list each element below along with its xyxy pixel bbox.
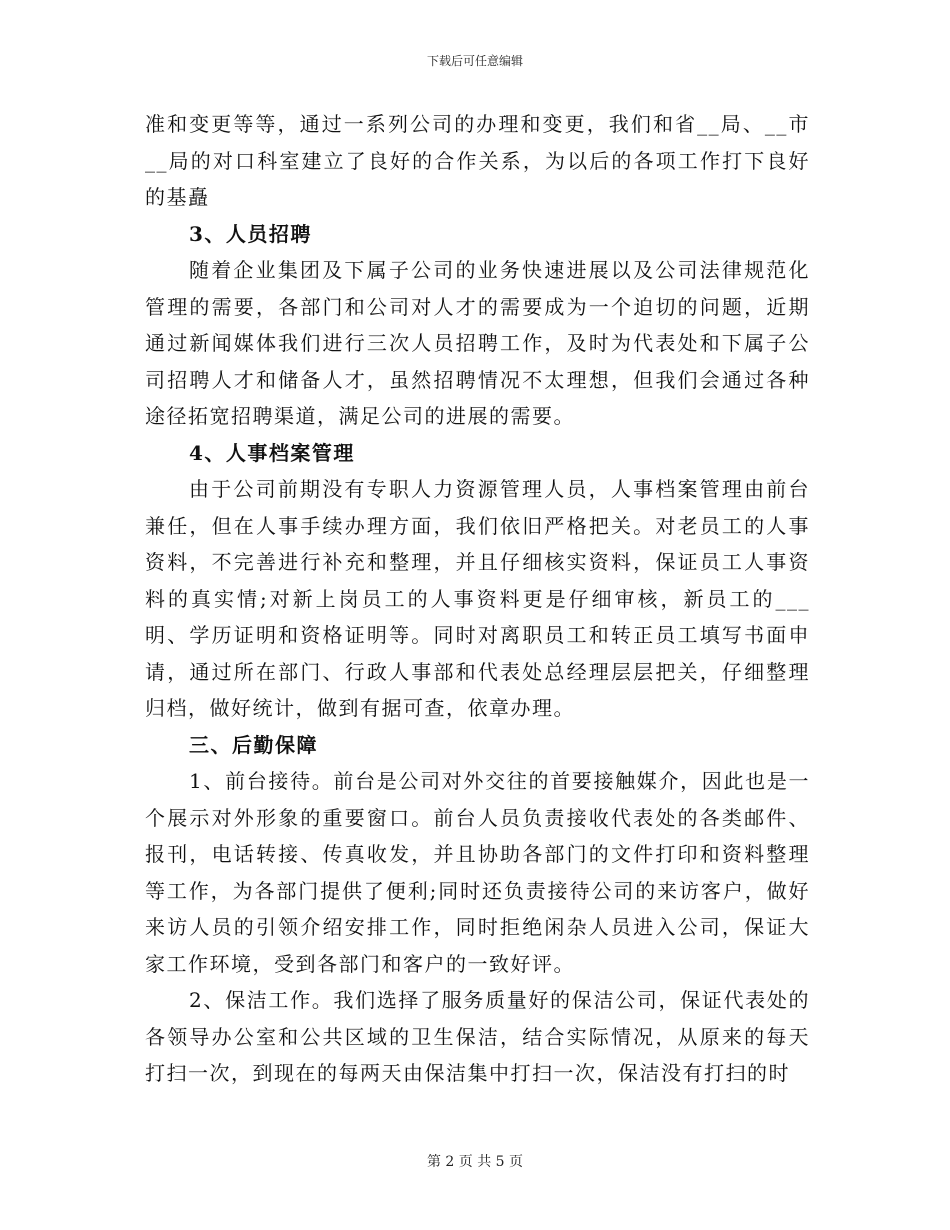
section-heading-archives: 4、人事档案管理 <box>189 440 355 465</box>
paragraph-continuation: 准和变更等等，通过一系列公司的办理和变更，我们和省__局、__市__局的对口科室建立了良好的合作关系，为以后的各项工作打下良好的基矗 <box>145 112 810 209</box>
section-heading-logistics: 三、后勤保障 <box>189 732 318 757</box>
document-body <box>145 106 810 1092</box>
paragraph-cleaning: 2、保洁工作。我们选择了服务质量好的保洁公司，保证代表处的各领导办公室和公共区域的卫生保洁，结合实际情况，从原来的每天打扫一次，到现在的每两天由保洁集中打扫一次，保洁没有打扫的时 <box>145 988 810 1085</box>
page-header: 下载后可任意编辑 <box>426 54 523 68</box>
paragraph-reception: 1、前台接待。前台是公司对外交往的首要接触媒介，因此也是一个展示对外形象的重要窗口。前台人员负责接收代表处的各类邮件、报刊，电话转接、传真收发，并且协助各部门的文件打印和资料整理等工作，为各部门提供了便利;同时还负责接待公司的来访客户，做好来访人员的引领介绍安排工作，同时拒绝闲杂人员进入公司，保证大家工作环境，受到各部门和客户的一致好评。 <box>145 769 810 976</box>
section-heading-recruitment: 3、人员招聘 <box>189 221 312 246</box>
page-number: 第 2 页 共 5 页 <box>426 1154 524 1170</box>
paragraph-recruitment: 随着企业集团及下属子公司的业务快速进展以及公司法律规范化管理的需要，各部门和公司对人才的需要成为一个迫切的问题，近期通过新闻媒体我们进行三次人员招聘工作，及时为代表处和下属子公司招聘人才和储备人才，虽然招聘情况不太理想，但我们会通过各种途径拓宽招聘渠道，满足公司的进展的需要。 <box>145 258 810 428</box>
paragraph-archives: 由于公司前期没有专职人力资源管理人员，人事档案管理由前台兼任，但在人事手续办理方面，我们依旧严格把关。对老员工的人事资料，不完善进行补充和整理，并且仔细核实资料，保证员工人事资料的真实情;对新上岗员工的人事资料更是仔细审核，新员工的___明、学历证明和资格证明等。同时对离职员工和转正员工填写书面申请，通过所在部门、行政人事部和代表处总经理层层把关，仔细整理归档，做好统计，做到有据可查，依章办理。 <box>145 477 810 720</box>
